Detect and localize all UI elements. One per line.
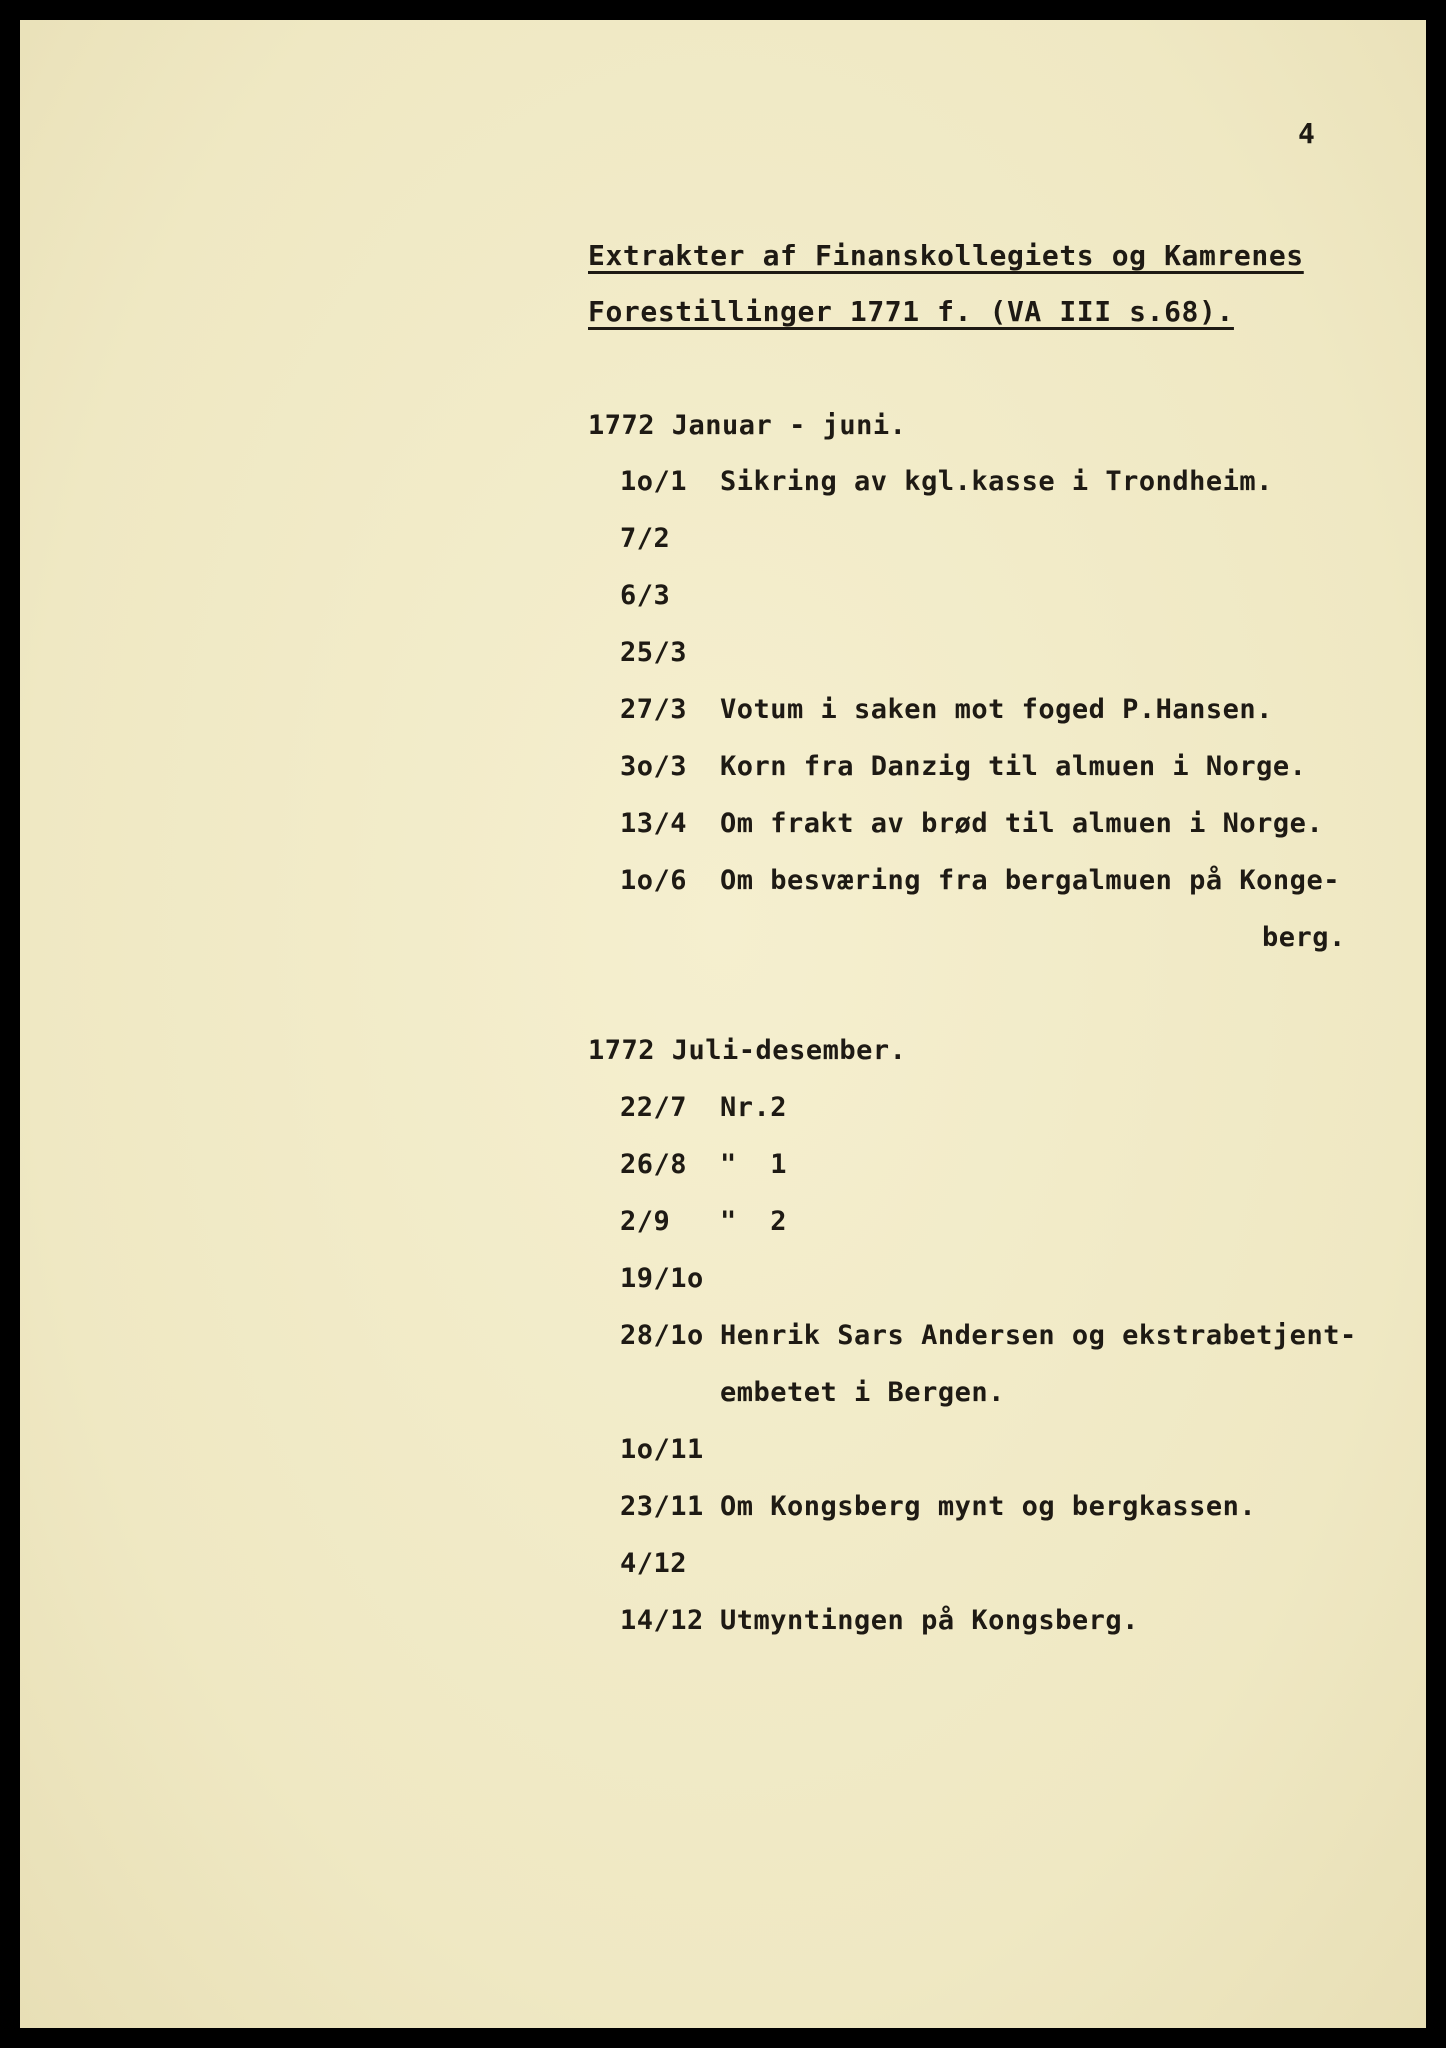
entry-date: 26/8 — [620, 1149, 688, 1180]
title-line-1: Extrakter af Finanskollegiets og Kamrenes — [588, 239, 1304, 272]
page-number: 4 — [1298, 117, 1316, 150]
entry-date: 14/12 — [620, 1605, 704, 1636]
entry-date: 2/9 — [620, 1206, 671, 1237]
entry-date: 1o/11 — [620, 1434, 704, 1465]
entry-date: 23/11 — [620, 1491, 704, 1522]
entry-date: 4/12 — [620, 1548, 688, 1579]
entry-text: Henrik Sars Andersen og ekstrabetjent- — [720, 1320, 1357, 1351]
section-heading: 1772 Januar - juni. — [588, 410, 907, 441]
entry-text: Votum i saken mot foged P.Hansen. — [720, 694, 1273, 725]
entry-date: 6/3 — [620, 580, 671, 611]
entry-date: 1o/1 — [620, 466, 688, 497]
entry-date: 7/2 — [620, 523, 671, 554]
section-heading: 1772 Juli-desember. — [588, 1035, 907, 1066]
entry-text-continuation: berg. — [1262, 922, 1346, 953]
entry-date: 19/1o — [620, 1263, 704, 1294]
entry-date: 25/3 — [620, 637, 688, 668]
entry-text: " 1 — [720, 1149, 788, 1180]
entry-text: Om besværing fra bergalmuen på Konge- — [720, 865, 1340, 896]
entry-date: 28/1o — [620, 1320, 704, 1351]
entry-date: 13/4 — [620, 808, 688, 839]
entry-date: 1o/6 — [620, 865, 688, 896]
entry-text: Korn fra Danzig til almuen i Norge. — [720, 751, 1307, 782]
entry-text: Utmyntingen på Kongsberg. — [720, 1605, 1139, 1636]
title-line-2: Forestillinger 1771 f. (VA III s.68). — [588, 295, 1234, 328]
entry-date: 3o/3 — [620, 751, 688, 782]
entry-text: Sikring av kgl.kasse i Trondheim. — [720, 466, 1273, 497]
entry-text: Om Kongsberg mynt og bergkassen. — [720, 1491, 1257, 1522]
entry-date: 22/7 — [620, 1092, 688, 1123]
entry-text-continuation: embetet i Bergen. — [720, 1377, 1005, 1408]
entry-text: Nr.2 — [720, 1092, 788, 1123]
document-page — [20, 20, 1426, 2028]
entry-text: " 2 — [720, 1206, 788, 1237]
entry-date: 27/3 — [620, 694, 688, 725]
entry-text: Om frakt av brød til almuen i Norge. — [720, 808, 1324, 839]
